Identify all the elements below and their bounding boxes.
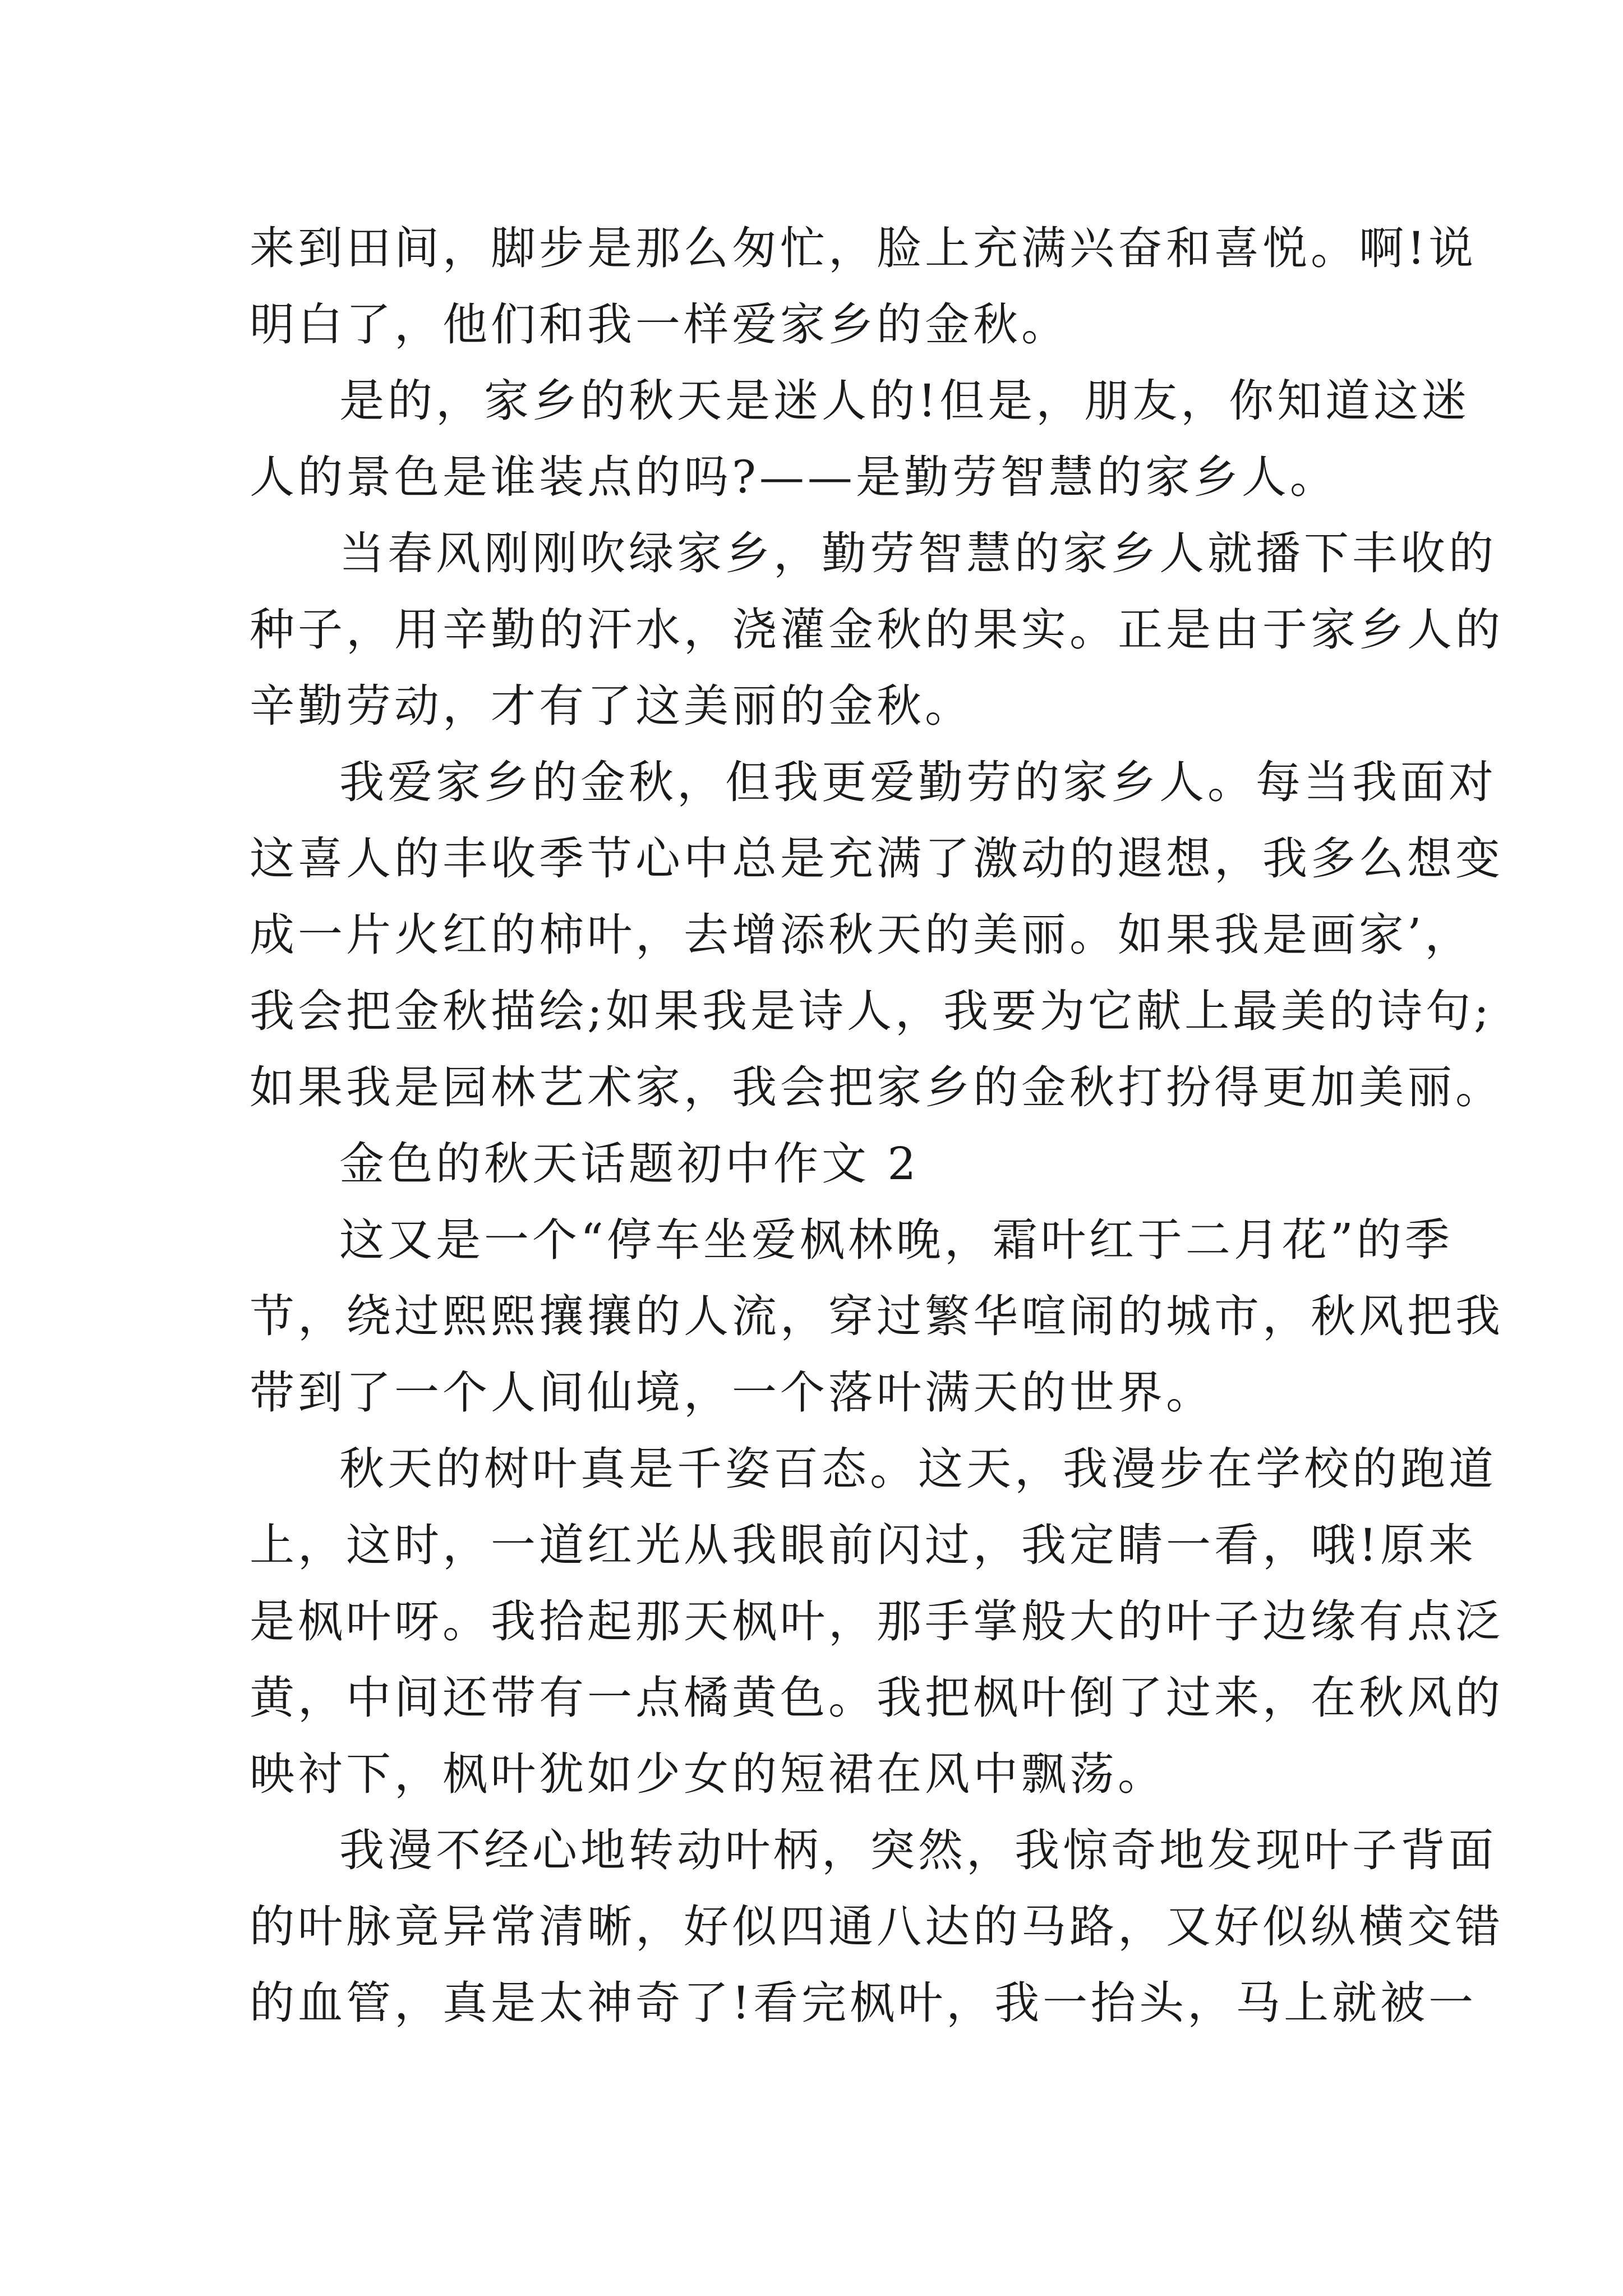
text-line: 秋天的树叶真是千姿百态。这天，我漫步在学校的跑道 xyxy=(339,1443,1497,1495)
text-line: 来到田间，脚步是那么匆忙，脸上充满兴奋和喜悦。啊!说 xyxy=(250,222,1477,274)
text-line: 明白了，他们和我一样爱家乡的金秋。 xyxy=(250,298,1069,351)
text-line: 人的景色是谁装点的吗?——是勤劳智慧的家乡人。 xyxy=(250,451,1338,503)
text-line: 当春风刚刚吹绿家乡，勤劳智慧的家乡人就播下丰收的 xyxy=(339,527,1497,579)
text-line: 这喜人的丰收季节心中总是充满了激动的遐想，我多么想变 xyxy=(250,832,1504,885)
text-line: 成一片火红的柿叶，去增添秋天的美丽。如果我是画家’， xyxy=(250,909,1473,961)
text-line: 上，这时，一道红光从我眼前闪过，我定睛一看，哦!原来 xyxy=(250,1519,1477,1571)
text-line: 这又是一个“停车坐爱枫林晚，霜叶红于二月花”的季 xyxy=(339,1214,1453,1266)
text-line: 是的，家乡的秋天是迷人的!但是，朋友，你知道这迷 xyxy=(339,375,1470,427)
text-line: 种子，用辛勤的汗水，浇灌金秋的果实。正是由于家乡人的 xyxy=(250,604,1504,656)
text-line: 黄，中间还带有一点橘黄色。我把枫叶倒了过来，在秋风的 xyxy=(250,1672,1504,1724)
text-line: 我漫不经心地转动叶柄，突然，我惊奇地发现叶子背面 xyxy=(339,1824,1497,1876)
text-line: 带到了一个人间仙境，一个落叶满天的世界。 xyxy=(250,1366,1214,1419)
text-line: 是枫叶呀。我拾起那天枫叶，那手掌般大的叶子边缘有点泛 xyxy=(250,1595,1504,1648)
text-line: 我爱家乡的金秋，但我更爱勤劳的家乡人。每当我面对 xyxy=(339,756,1497,808)
body-text xyxy=(250,210,1504,2041)
text-line: 的血管，真是太神奇了!看完枫叶，我一抬头，马上就被一 xyxy=(250,1977,1477,2029)
text-line: 的叶脉竟异常清晰，好似四通八达的马路，又好似纵横交错 xyxy=(250,1901,1504,1953)
text-line: 映衬下，枫叶犹如少女的短裙在风中飘荡。 xyxy=(250,1748,1166,1800)
text-line: 辛勤劳动，才有了这美丽的金秋。 xyxy=(250,680,973,732)
text-line: 如果我是园林艺术家，我会把家乡的金秋打扮得更加美丽。 xyxy=(250,1061,1504,1114)
text-line: 金色的秋天话题初中作文 2 xyxy=(339,1138,920,1190)
text-line: 节，绕过熙熙攘攘的人流，穿过繁华喧闹的城市，秋风把我 xyxy=(250,1290,1504,1342)
text-line: 我会把金秋描绘;如果我是诗人，我要为它献上最美的诗句; xyxy=(250,985,1492,1037)
